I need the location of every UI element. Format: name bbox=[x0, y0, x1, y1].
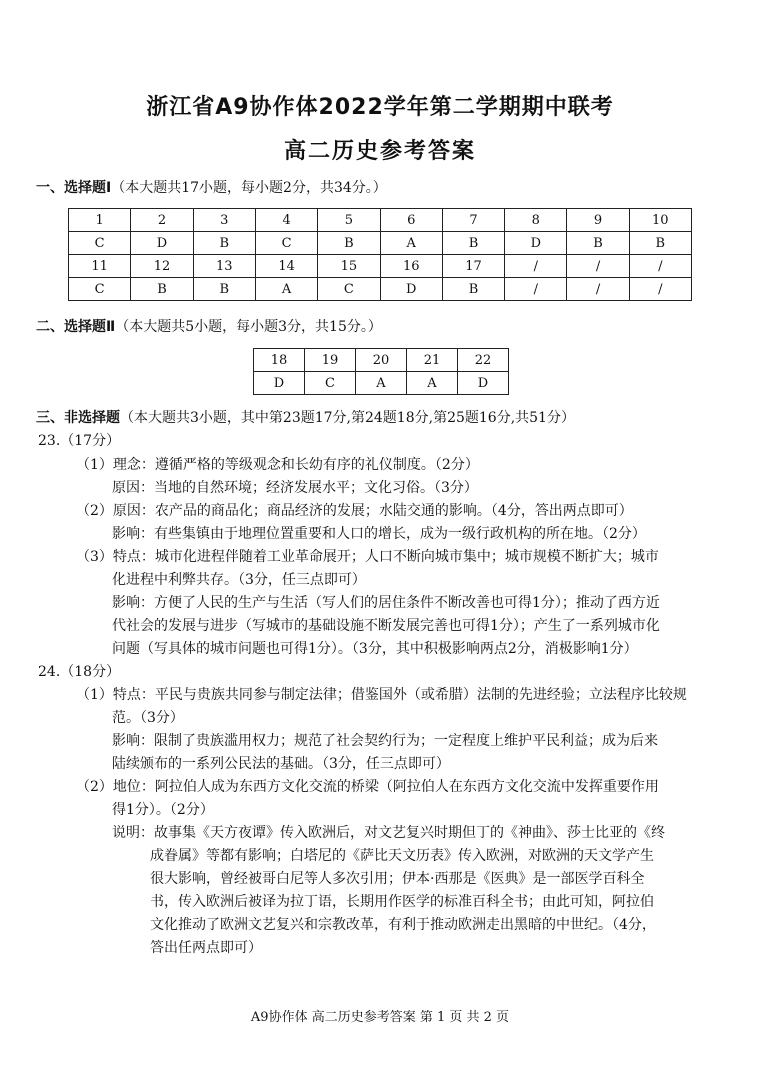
answer-cell: B bbox=[193, 278, 255, 301]
answer-cell: / bbox=[629, 278, 691, 301]
section2-note: （本大题共5小题，每小题3分，共15分。） bbox=[115, 319, 382, 335]
answer-cell: A bbox=[407, 372, 458, 395]
q24-line: 成眷属》等都有影响；白塔尼的《萨比天文历表》传入欧洲，对欧洲的天文学产生 bbox=[150, 848, 654, 864]
answer-cell: C bbox=[318, 278, 380, 301]
question-number-cell: 8 bbox=[505, 209, 567, 232]
section2-answer-table bbox=[253, 348, 509, 395]
q24-head: 24.（18分） bbox=[38, 664, 121, 680]
q23-line: 问题（写具体的城市问题也可得1分）。（3分，其中积极影响两点2分，消极影响1分） bbox=[112, 641, 638, 657]
answer-cell: A bbox=[356, 372, 407, 395]
section2-label: 二、选择题Ⅱ bbox=[36, 319, 116, 335]
answer-cell: B bbox=[193, 232, 255, 255]
answer-cell: D bbox=[380, 278, 442, 301]
answer-cell: C bbox=[69, 278, 131, 301]
question-number-cell: / bbox=[505, 255, 567, 278]
document-title: 浙江省A9协作体2022学年第二学期期中联考 bbox=[146, 95, 614, 120]
answer-cell: D bbox=[254, 372, 305, 395]
section1-answer-table bbox=[68, 208, 692, 301]
question-number-cell: 18 bbox=[254, 349, 305, 372]
q23-line: 化进程中利弊共存。（3分，任三点即可） bbox=[112, 572, 366, 588]
answer-cell: D bbox=[505, 232, 567, 255]
section1-note: （本大题共17小题，每小题2分，共34分。） bbox=[111, 180, 387, 196]
answer-cell: B bbox=[442, 232, 504, 255]
q24-line: 很大影响，曾经被哥白尼等人多次引用；伊本·西那是《医典》是一部医学百科全 bbox=[150, 871, 645, 887]
question-number-cell: / bbox=[629, 255, 691, 278]
answer-cell: B bbox=[131, 278, 193, 301]
table-row bbox=[69, 209, 692, 232]
answer-cell: B bbox=[629, 232, 691, 255]
section3-label: 三、非选择题 bbox=[36, 410, 120, 426]
question-number-cell: 13 bbox=[193, 255, 255, 278]
table-row bbox=[69, 255, 692, 278]
question-number-cell: 20 bbox=[356, 349, 407, 372]
q23-line: 原因：当地的自然环境；经济发展水平；文化习俗。（3分） bbox=[112, 480, 478, 496]
q24-line: （2）地位：阿拉伯人成为东西方文化交流的桥梁（阿拉伯人在东西方文化交流中发挥重要作用 bbox=[76, 779, 659, 795]
q23-line: （1）理念：遵循严格的等级观念和长幼有序的礼仪制度。（2分） bbox=[76, 457, 479, 473]
table-row bbox=[69, 278, 692, 301]
answer-cell: C bbox=[69, 232, 131, 255]
q24-line: 陆续颁布的一系列公民法的基础。（3分，任三点即可） bbox=[112, 756, 450, 772]
section2-heading bbox=[36, 318, 382, 336]
q23-line: 影响：有些集镇由于地理位置重要和人口的增长，成为一级行政机构的所在地。（2分） bbox=[112, 526, 646, 542]
q23-line: 代社会的发展与进步（写城市的基础设施不断发展完善也可得1分）；产生了一系列城市化 bbox=[112, 618, 660, 634]
q24-line: 得1分）。（2分） bbox=[112, 802, 214, 818]
table-row bbox=[254, 349, 509, 372]
answer-cell: C bbox=[305, 372, 356, 395]
question-number-cell: 19 bbox=[305, 349, 356, 372]
answer-cell: A bbox=[255, 278, 317, 301]
answer-cell: C bbox=[255, 232, 317, 255]
question-number-cell: 21 bbox=[407, 349, 458, 372]
q24-line: 答出任两点即可） bbox=[150, 940, 262, 956]
question-number-cell: 2 bbox=[131, 209, 193, 232]
section3-heading bbox=[36, 409, 575, 427]
question-number-cell: 1 bbox=[69, 209, 131, 232]
q23-line: （2）原因：农产品的商品化；商品经济的发展；水陆交通的影响。（4分，答出两点即可） bbox=[76, 503, 633, 519]
table-row bbox=[69, 232, 692, 255]
question-number-cell: 5 bbox=[318, 209, 380, 232]
question-number-cell: 11 bbox=[69, 255, 131, 278]
answer-cell: A bbox=[380, 232, 442, 255]
q23-head: 23.（17分） bbox=[38, 433, 121, 449]
answer-cell: / bbox=[567, 278, 629, 301]
question-number-cell: 14 bbox=[255, 255, 317, 278]
page-footer: A9协作体 高二历史参考答案 第 1 页 共 2 页 bbox=[250, 1010, 510, 1025]
q24-line: 范。（3分） bbox=[112, 710, 184, 726]
document-subtitle: 高二历史参考答案 bbox=[283, 139, 476, 164]
q23-line: （3）特点：城市化进程伴随着工业革命展开；人口不断向城市集中；城市规模不断扩大；城市 bbox=[76, 549, 659, 565]
q24-line: （1）特点：平民与贵族共同参与制定法律；借鉴国外（或希腊）法制的先进经验；立法程序比较规 bbox=[76, 687, 687, 703]
question-number-cell: 10 bbox=[629, 209, 691, 232]
question-number-cell: 9 bbox=[567, 209, 629, 232]
question-number-cell: 7 bbox=[442, 209, 504, 232]
question-number-cell: 16 bbox=[380, 255, 442, 278]
section3-note: （本大题共3小题，其中第23题17分,第24题18分,第25题16分,共51分） bbox=[120, 410, 575, 426]
question-number-cell: 17 bbox=[442, 255, 504, 278]
section1-heading bbox=[36, 179, 387, 197]
answer-cell: / bbox=[505, 278, 567, 301]
answer-cell: D bbox=[458, 372, 509, 395]
section1-label: 一、选择题Ⅰ bbox=[36, 180, 112, 196]
q23-line: 影响：方便了人民的生产与生活（写人们的居住条件不断改善也可得1分）；推动了西方近 bbox=[112, 595, 660, 611]
answer-cell: B bbox=[442, 278, 504, 301]
question-number-cell: 22 bbox=[458, 349, 509, 372]
answer-cell: D bbox=[131, 232, 193, 255]
answer-cell: B bbox=[318, 232, 380, 255]
question-number-cell: / bbox=[567, 255, 629, 278]
question-number-cell: 15 bbox=[318, 255, 380, 278]
question-number-cell: 12 bbox=[131, 255, 193, 278]
question-number-cell: 6 bbox=[380, 209, 442, 232]
question-number-cell: 3 bbox=[193, 209, 255, 232]
table-row bbox=[254, 372, 509, 395]
q24-line: 影响：限制了贵族滥用权力；规范了社会契约行为；一定程度上维护平民利益；成为后来 bbox=[112, 733, 658, 749]
q24-line: 文化推动了欧洲文艺复兴和宗教改革，有利于推动欧洲走出黑暗的中世纪。（4分， bbox=[150, 917, 656, 933]
question-number-cell: 4 bbox=[255, 209, 317, 232]
q24-line: 书，传入欧洲后被译为拉丁语，长期用作医学的标准百科全书；由此可知，阿拉伯 bbox=[150, 894, 654, 910]
answer-cell: B bbox=[567, 232, 629, 255]
q24-line: 说明：故事集《天方夜谭》传入欧洲后，对文艺复兴时期但丁的《神曲》、莎士比亚的《终 bbox=[112, 825, 665, 841]
